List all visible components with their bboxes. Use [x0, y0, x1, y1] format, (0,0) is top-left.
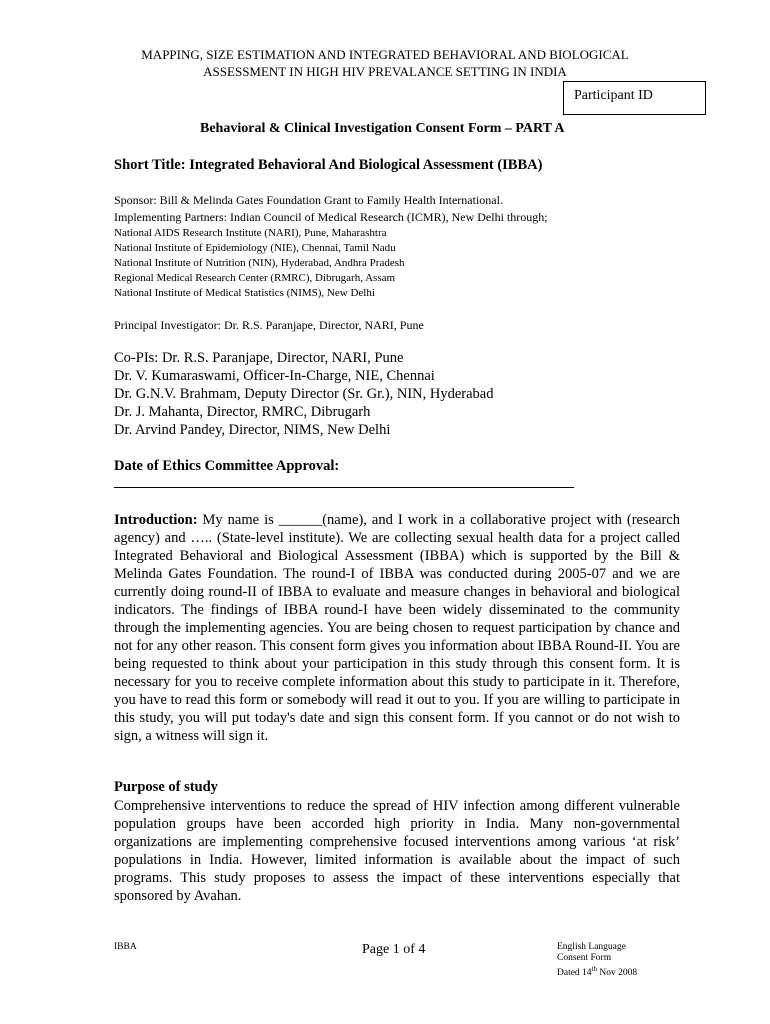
introduction-heading: Introduction: — [114, 512, 198, 528]
institute-item: National Institute of Epidemiology (NIE), Chennai, Tamil Nadu — [114, 242, 396, 254]
participant-id-box[interactable] — [563, 81, 706, 115]
introduction-paragraph — [114, 511, 680, 745]
sponsor-text: Sponsor: Bill & Melinda Gates Foundation Grant to Family Health International. — [114, 193, 503, 207]
implementing-partners-text: Implementing Partners: Indian Council of Medical Research (ICMR), New Delhi through; — [114, 210, 548, 224]
participant-id-label: Participant ID — [574, 88, 653, 103]
institute-item: National AIDS Research Institute (NARI), Pune, Maharashtra — [114, 227, 387, 239]
footer-language: English Language — [557, 942, 626, 952]
ethics-approval-label: Date of Ethics Committee Approval: — [114, 458, 340, 474]
footer-date: Dated 14th Nov 2008 — [557, 965, 638, 979]
institute-item: National Institute of Nutrition (NIN), Hyderabad, Andhra Pradesh — [114, 257, 405, 269]
institute-item: Regional Medical Research Center (RMRC), Dibrugarh, Assam — [114, 272, 396, 284]
co-pi-item: Co-PIs: Dr. R.S. Paranjape, Director, NARI, Pune — [114, 350, 404, 366]
footer-form-type: Consent Form — [557, 953, 612, 963]
institute-item: National Institute of Medical Statistics (NIMS), New Delhi — [114, 287, 375, 299]
footer-left: IBBA — [114, 942, 137, 952]
co-pi-item: Dr. V. Kumaraswami, Officer-In-Charge, NIE, Chennai — [114, 368, 435, 384]
co-pi-item: Dr. G.N.V. Brahmam, Deputy Director (Sr. Gr.), NIN, Hyderabad — [114, 386, 494, 402]
footer-right — [557, 942, 637, 979]
introduction-text: My name is ______(name), and I work in a collaborative project with (research agency) and ….. (State-level institute). We are collecting sexual health data for a project called Integrated Behavioral and Biological Assessment (IBBA) which is supported by the Bill & Melinda Gates Foundation. The round-I of IBBA was conducted during 2005-07 and we are currently doing round-II of IBBA to evaluate and measure changes in behavioral and biological indicators. The findings of IBBA round-I have been widely disseminated to the community through the implementing agencies. You are being chosen to request participation by chance and not for any other reason. This consent form gives you information about IBBA Round-II. You are being requested to think about your participation in this study through this consent form. It is necessary for you to receive complete information about this study to participate in it. Therefore, you have to read this form or somebody will read it out to you. If you are willing to participate in this study, you will put today's date and sign this consent form. If you cannot or do not wish to sign, a witness will sign it. — [114, 512, 680, 744]
form-title: Behavioral & Clinical Investigation Consent Form – PART A — [200, 121, 565, 136]
document-header-line1: MAPPING, SIZE ESTIMATION AND INTEGRATED BEHAVIORAL AND BIOLOGICAL — [141, 47, 629, 62]
ethics-approval-date-line[interactable] — [114, 487, 574, 488]
co-pi-item: Dr. Arvind Pandey, Director, NIMS, New Delhi — [114, 422, 391, 438]
page-number: Page 1 of 4 — [362, 942, 426, 957]
co-pi-item: Dr. J. Mahanta, Director, RMRC, Dibrugarh — [114, 404, 371, 420]
purpose-text: Comprehensive interventions to reduce the spread of HIV infection among different vulnerable population groups have been accorded high priority in India. Many non-governmental organizations are implementing comprehensive focused interventions among various ‘at risk’ populations in India. However, limited information is available about the impact of such programs. This study proposes to assess the impact of these interventions especially that sponsored by Avahan. — [114, 798, 680, 904]
principal-investigator: Principal Investigator: Dr. R.S. Paranjape, Director, NARI, Pune — [114, 318, 424, 332]
short-title: Short Title: Integrated Behavioral And Biological Assessment (IBBA) — [114, 157, 543, 173]
purpose-heading: Purpose of study — [114, 779, 218, 795]
document-header-line2: ASSESSMENT IN HIGH HIV PREVALANCE SETTING IN INDIA — [203, 64, 567, 79]
